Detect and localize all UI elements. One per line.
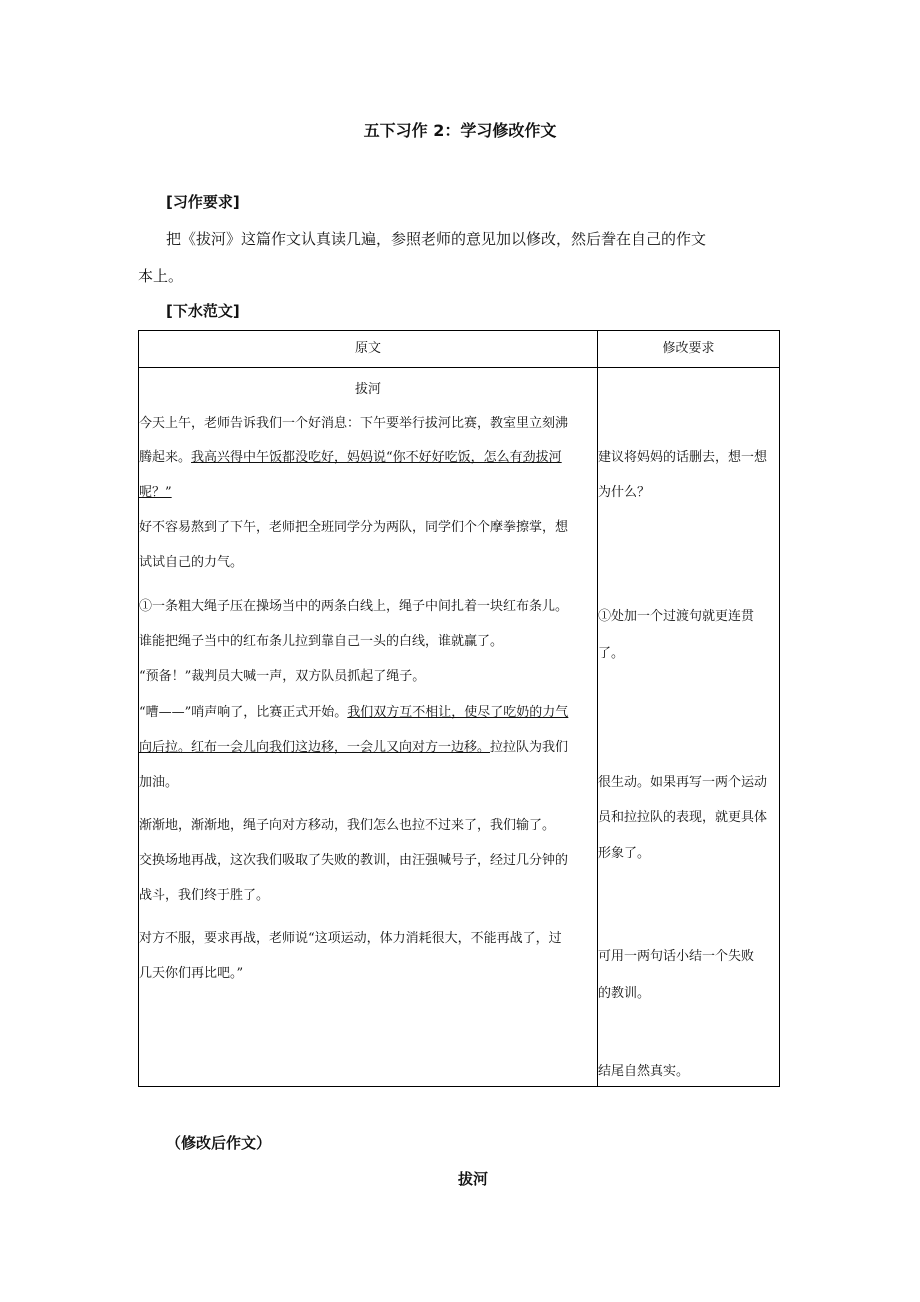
essay-line	[139, 551, 243, 570]
essay-line	[139, 849, 568, 868]
text-segment: 战斗，我们终于胜了。	[139, 888, 270, 903]
revision-note-line: 可用一两句话小结一个失败	[598, 949, 755, 964]
text-segment: 几天你们再比吧。”	[139, 966, 244, 981]
text-segment: 交换场地再战，这次我们吸取了失败的教训，由汪强喊号子，经过几分钟的	[139, 853, 569, 868]
revision-note-line: 建议将妈妈的话删去，想一想	[598, 450, 768, 465]
revision-note-line: 结尾自然真实。	[598, 1064, 690, 1079]
text-segment: 腾起来。	[139, 450, 192, 465]
column-header-original: 原文	[139, 331, 598, 368]
text-segment: ①一条粗大绳子压在操场当中的两条白线上，绳子中间扎着一块红布条儿。	[139, 599, 569, 614]
essay-line	[139, 412, 568, 431]
revised-heading: （修改后作文）	[166, 1134, 272, 1152]
text-segment: 对方不服，要求再战，老师说“这项运动，体力消耗很大，不能再战了，过	[139, 931, 562, 946]
essay-line	[139, 736, 568, 755]
text-segment: “嘈——”哨声响了，比赛正式开始。	[139, 705, 348, 720]
essay-line	[139, 630, 503, 649]
revision-notes-cell	[598, 368, 780, 1087]
text-segment: 试试自己的力气。	[139, 555, 244, 570]
text-segment: 拉拉队为我们	[490, 740, 569, 755]
underlined-segment: 我高兴得中午饭都没吃好，妈妈说“你不好好吃饭，怎么有劲拔河	[191, 450, 562, 465]
underlined-segment: 呢？”	[139, 485, 172, 500]
revision-note-line: 员和拉拉队的表现，就更具体	[598, 810, 768, 825]
text-segment: 渐渐地，渐渐地，绳子向对方移动，我们怎么也拉不过来了，我们输了。	[139, 818, 556, 833]
text-segment: 谁能把绳子当中的红布条儿拉到靠自己一头的白线，谁就赢了。	[139, 634, 504, 649]
requirement-text-line-1: 把《拔河》这篇作文认真读几遍，参照老师的意见加以修改，然后誊在自己的作文	[166, 230, 707, 248]
revision-note-line: 的教训。	[598, 986, 651, 1001]
revision-note-line: 很生动。如果再写一两个运动	[598, 775, 768, 790]
text-segment: 加油。	[139, 775, 179, 790]
original-text-cell	[139, 368, 598, 1087]
underlined-segment: 我们双方互不相让，使尽了吃奶的力气	[347, 705, 569, 720]
essay-line	[139, 927, 562, 946]
text-segment: “预备！”裁判员大喊一声，双方队员抓起了绳子。	[139, 669, 426, 684]
essay-line	[139, 595, 568, 614]
sample-heading: [下水范文]	[166, 302, 240, 320]
essay-line	[139, 962, 243, 981]
text-segment: 好不容易熬到了下午，老师把全班同学分为两队，同学们个个摩拳擦掌，想	[139, 520, 569, 535]
essay-line	[139, 814, 555, 833]
revision-note-line: 了。	[598, 646, 625, 661]
revised-essay-title: 拔河	[457, 1170, 488, 1188]
essay-line	[139, 701, 568, 720]
essay-line	[139, 771, 178, 790]
revision-note-line: 为什么？	[598, 485, 651, 500]
essay-line	[139, 446, 562, 465]
essay-line	[139, 516, 568, 535]
document-title: 五下习作 2：学习修改作文	[363, 121, 557, 140]
essay-line	[139, 665, 425, 684]
requirement-text-line-2: 本上。	[138, 267, 184, 285]
underlined-segment: 向后拉。红布一会儿向我们这边移，一会儿又向对方一边移。	[139, 740, 491, 755]
column-header-revision: 修改要求	[598, 331, 780, 368]
sample-essay-table	[138, 330, 780, 1087]
text-segment: 今天上午，老师告诉我们一个好消息：下午要举行拔河比赛，教室里立刻沸	[139, 416, 569, 431]
essay-title: 拔河	[354, 382, 381, 397]
revision-note-line: 形象了。	[598, 846, 651, 861]
essay-line	[139, 884, 269, 903]
revision-note-line: ①处加一个过渡句就更连贯	[598, 609, 755, 624]
essay-line	[139, 481, 172, 500]
requirement-heading: [习作要求]	[166, 193, 240, 211]
